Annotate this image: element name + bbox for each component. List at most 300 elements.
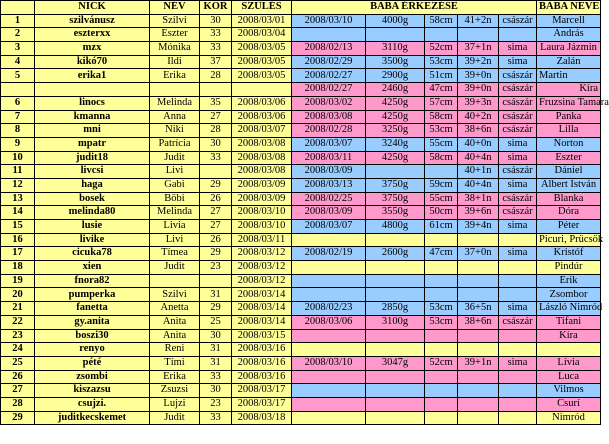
due-date-cell: 2008/03/12 — [232, 274, 292, 288]
table-row — [1, 178, 601, 192]
nick-cell: kiszazsu — [35, 384, 150, 398]
nick-cell: erika1 — [35, 69, 150, 83]
gestation-week-cell — [458, 397, 499, 411]
arrival-date-cell: 2008/02/13 — [292, 42, 366, 56]
table-row — [1, 124, 601, 138]
table-row — [1, 55, 601, 69]
delivery-type-cell: sima — [499, 356, 537, 370]
name-cell: Eszter — [150, 28, 200, 42]
age-cell: 31 — [200, 288, 232, 302]
row-number: 28 — [1, 397, 35, 411]
table-row — [1, 343, 601, 357]
nick-cell: linocs — [35, 96, 150, 110]
baby-name-cell: Tifani — [537, 315, 601, 329]
name-cell: Livia — [150, 220, 200, 234]
arrival-date-cell — [292, 28, 366, 42]
delivery-type-cell: sima — [499, 178, 537, 192]
length-cell: 47cm — [425, 83, 458, 97]
baby-name-cell: Zsombor — [537, 288, 601, 302]
row-number: 24 — [1, 343, 35, 357]
table-row — [1, 83, 601, 97]
weight-cell — [366, 28, 425, 42]
table-row — [1, 110, 601, 124]
delivery-type-cell: sima — [499, 151, 537, 165]
name-cell: Judit — [150, 411, 200, 425]
name-cell: Reni — [150, 343, 200, 357]
name-cell: Erika — [150, 370, 200, 384]
arrival-date-cell — [292, 411, 366, 425]
weight-cell: 3750g — [366, 178, 425, 192]
due-date-cell: 2008/03/05 — [232, 55, 292, 69]
age-cell: 25 — [200, 315, 232, 329]
row-number: 10 — [1, 151, 35, 165]
name-cell: Melinda — [150, 96, 200, 110]
due-date-cell: 2008/03/06 — [232, 110, 292, 124]
gestation-week-cell — [458, 274, 499, 288]
length-cell — [425, 233, 458, 247]
table-row — [1, 137, 601, 151]
length-cell: 53cm — [425, 55, 458, 69]
baby-name-cell: Blanka — [537, 192, 601, 206]
delivery-type-cell — [499, 343, 537, 357]
length-cell: 58cm — [425, 151, 458, 165]
nick-cell: melinda80 — [35, 206, 150, 220]
delivery-type-cell: császár — [499, 206, 537, 220]
row-number: 12 — [1, 178, 35, 192]
name-cell: Ildi — [150, 55, 200, 69]
header-num — [1, 1, 35, 15]
table-row — [1, 356, 601, 370]
nick-cell: gy.anita — [35, 315, 150, 329]
table-row — [1, 302, 601, 316]
weight-cell: 3047g — [366, 356, 425, 370]
nick-cell: szilvánusz — [35, 14, 150, 28]
due-date-cell: 2008/03/08 — [232, 165, 292, 179]
weight-cell: 3110g — [366, 42, 425, 56]
weight-cell: 3100g — [366, 315, 425, 329]
baby-name-cell: Panka — [537, 110, 601, 124]
age-cell: 27 — [200, 110, 232, 124]
due-date-cell — [232, 83, 292, 97]
baby-name-cell — [537, 343, 601, 357]
gestation-week-cell: 40+1n — [458, 165, 499, 179]
row-number: 1 — [1, 14, 35, 28]
header-nick: NICK — [35, 1, 150, 15]
gestation-week-cell: 40+2n — [458, 110, 499, 124]
delivery-type-cell: sima — [499, 302, 537, 316]
baby-name-cell: Fruzsina Tamara — [537, 96, 601, 110]
delivery-type-cell: császár — [499, 124, 537, 138]
name-cell: Lujzi — [150, 397, 200, 411]
due-date-cell: 2008/03/16 — [232, 343, 292, 357]
arrival-date-cell: 2008/02/19 — [292, 247, 366, 261]
gestation-week-cell: 40+0n — [458, 137, 499, 151]
row-number: 18 — [1, 261, 35, 275]
nick-cell: zsombi — [35, 370, 150, 384]
nick-cell: livcsi — [35, 165, 150, 179]
nick-cell: mni — [35, 124, 150, 138]
gestation-week-cell: 41+2n — [458, 14, 499, 28]
row-number: 25 — [1, 356, 35, 370]
age-cell: 29 — [200, 247, 232, 261]
length-cell — [425, 329, 458, 343]
weight-cell — [366, 370, 425, 384]
row-number: 29 — [1, 411, 35, 425]
gestation-week-cell — [458, 288, 499, 302]
due-date-cell: 2008/03/14 — [232, 315, 292, 329]
arrival-date-cell — [292, 288, 366, 302]
arrival-date-cell: 2008/03/13 — [292, 178, 366, 192]
arrival-date-cell: 2008/03/09 — [292, 165, 366, 179]
nick-cell: mpatr — [35, 137, 150, 151]
arrival-date-cell: 2008/02/27 — [292, 69, 366, 83]
baby-name-cell: Zalán — [537, 55, 601, 69]
name-cell: Tími — [150, 356, 200, 370]
arrival-date-cell — [292, 261, 366, 275]
weight-cell: 4000g — [366, 14, 425, 28]
nick-cell: xien — [35, 261, 150, 275]
nick-cell: boszi30 — [35, 329, 150, 343]
baby-name-cell: Marcell — [537, 14, 601, 28]
weight-cell: 3500g — [366, 55, 425, 69]
row-number: 7 — [1, 110, 35, 124]
table-row — [1, 274, 601, 288]
age-cell: 29 — [200, 178, 232, 192]
delivery-type-cell: sima — [499, 55, 537, 69]
row-number: 13 — [1, 192, 35, 206]
baby-name-cell: László Nimród — [537, 302, 601, 316]
due-date-cell: 2008/03/10 — [232, 206, 292, 220]
gestation-week-cell — [458, 411, 499, 425]
length-cell: 53cm — [425, 315, 458, 329]
gestation-week-cell: 39+4n — [458, 220, 499, 234]
baby-name-cell: Péter — [537, 220, 601, 234]
table-row — [1, 165, 601, 179]
name-cell: Böbi — [150, 192, 200, 206]
delivery-type-cell: császár — [499, 315, 537, 329]
name-cell: Anita — [150, 315, 200, 329]
arrival-date-cell: 2008/02/28 — [292, 124, 366, 138]
baby-name-cell: Lilla — [537, 124, 601, 138]
table-row — [1, 411, 601, 425]
name-cell: Patrícia — [150, 137, 200, 151]
name-cell: Anetta — [150, 302, 200, 316]
row-number: 9 — [1, 137, 35, 151]
gestation-week-cell — [458, 370, 499, 384]
gestation-week-cell: 39+1n — [458, 356, 499, 370]
weight-cell — [366, 261, 425, 275]
table-row — [1, 192, 601, 206]
length-cell: 59cm — [425, 178, 458, 192]
age-cell: 31 — [200, 356, 232, 370]
age-cell: 33 — [200, 28, 232, 42]
name-cell: Szilvi — [150, 14, 200, 28]
gestation-week-cell — [458, 384, 499, 398]
gestation-week-cell: 39+2n — [458, 55, 499, 69]
weight-cell — [366, 288, 425, 302]
row-number: 22 — [1, 315, 35, 329]
nick-cell: fnora82 — [35, 274, 150, 288]
nick-cell: kikó70 — [35, 55, 150, 69]
header-nev: NÉV — [150, 1, 200, 15]
gestation-week-cell — [458, 329, 499, 343]
table-row — [1, 69, 601, 83]
due-date-cell: 2008/03/05 — [232, 42, 292, 56]
due-date-cell: 2008/03/14 — [232, 288, 292, 302]
weight-cell: 3250g — [366, 124, 425, 138]
delivery-type-cell — [499, 411, 537, 425]
due-date-cell: 2008/03/16 — [232, 370, 292, 384]
length-cell: 51cm — [425, 69, 458, 83]
weight-cell: 4250g — [366, 96, 425, 110]
gestation-week-cell: 38+6n — [458, 124, 499, 138]
nick-cell: mzx — [35, 42, 150, 56]
length-cell — [425, 274, 458, 288]
name-cell: Melinda — [150, 206, 200, 220]
name-cell: Judit — [150, 261, 200, 275]
nick-cell: kmanna — [35, 110, 150, 124]
weight-cell: 2900g — [366, 69, 425, 83]
weight-cell — [366, 274, 425, 288]
gestation-week-cell: 38+6n — [458, 315, 499, 329]
row-number: 14 — [1, 206, 35, 220]
row-number: 26 — [1, 370, 35, 384]
age-cell: 33 — [200, 370, 232, 384]
row-number: 19 — [1, 274, 35, 288]
length-cell: 61cm — [425, 220, 458, 234]
delivery-type-cell: sima — [499, 42, 537, 56]
name-cell: Anna — [150, 110, 200, 124]
table-row — [1, 397, 601, 411]
due-date-cell: 2008/03/09 — [232, 178, 292, 192]
gestation-week-cell: 40+4n — [458, 151, 499, 165]
arrival-date-cell: 2008/03/02 — [292, 96, 366, 110]
arrival-date-cell — [292, 274, 366, 288]
arrival-date-cell: 2008/02/29 — [292, 55, 366, 69]
baby-name-cell: Dániel — [537, 165, 601, 179]
length-cell — [425, 28, 458, 42]
length-cell — [425, 288, 458, 302]
length-cell: 52cm — [425, 42, 458, 56]
name-cell: Tímea — [150, 247, 200, 261]
name-cell: Anita — [150, 329, 200, 343]
age-cell: 31 — [200, 343, 232, 357]
arrival-date-cell — [292, 397, 366, 411]
arrival-date-cell: 2008/03/08 — [292, 110, 366, 124]
age-cell: 27 — [200, 206, 232, 220]
weight-cell: 2850g — [366, 302, 425, 316]
due-date-cell: 2008/03/15 — [232, 329, 292, 343]
baby-name-cell: Csurí — [537, 397, 601, 411]
gestation-week-cell: 39+0n — [458, 83, 499, 97]
delivery-type-cell: sima — [499, 220, 537, 234]
age-cell: 28 — [200, 124, 232, 138]
length-cell: 53cm — [425, 302, 458, 316]
length-cell: 55cm — [425, 192, 458, 206]
row-number: 3 — [1, 42, 35, 56]
nick-cell: fanetta — [35, 302, 150, 316]
gestation-week-cell: 39+6n — [458, 206, 499, 220]
arrival-date-cell: 2008/03/07 — [292, 137, 366, 151]
name-cell: Mónika — [150, 42, 200, 56]
arrival-date-cell: 2008/02/27 — [292, 83, 366, 97]
weight-cell: 4250g — [366, 151, 425, 165]
arrival-date-cell: 2008/03/06 — [292, 315, 366, 329]
weight-cell — [366, 397, 425, 411]
age-cell: 29 — [200, 302, 232, 316]
nick-cell: renyo — [35, 343, 150, 357]
delivery-type-cell — [499, 288, 537, 302]
gestation-week-cell — [458, 233, 499, 247]
row-number — [1, 83, 35, 97]
row-number: 23 — [1, 329, 35, 343]
gestation-week-cell — [458, 343, 499, 357]
delivery-type-cell — [499, 329, 537, 343]
delivery-type-cell — [499, 233, 537, 247]
age-cell: 30 — [200, 384, 232, 398]
row-number: 20 — [1, 288, 35, 302]
age-cell: 30 — [200, 329, 232, 343]
table-row — [1, 151, 601, 165]
gestation-week-cell: 37+1n — [458, 42, 499, 56]
delivery-type-cell: császár — [499, 83, 537, 97]
baby-name-cell: András — [537, 28, 601, 42]
gestation-week-cell — [458, 261, 499, 275]
row-number: 2 — [1, 28, 35, 42]
weight-cell — [366, 384, 425, 398]
row-number: 27 — [1, 384, 35, 398]
table-row — [1, 42, 601, 56]
due-date-cell: 2008/03/06 — [232, 96, 292, 110]
nick-cell: juditkecskemet — [35, 411, 150, 425]
weight-cell — [366, 343, 425, 357]
weight-cell: 4250g — [366, 110, 425, 124]
nick-cell: cicuka78 — [35, 247, 150, 261]
length-cell — [425, 370, 458, 384]
nick-cell: eszterxx — [35, 28, 150, 42]
delivery-type-cell: császár — [499, 14, 537, 28]
delivery-type-cell — [499, 274, 537, 288]
row-number: 4 — [1, 55, 35, 69]
row-number: 6 — [1, 96, 35, 110]
header-baba-neve: BABA NEVE — [537, 1, 601, 15]
length-cell: 47cm — [425, 247, 458, 261]
header-szules: SZÜLÉS — [232, 1, 292, 15]
nick-cell: pété — [35, 356, 150, 370]
name-cell: Gabi — [150, 178, 200, 192]
age-cell: 30 — [200, 14, 232, 28]
arrival-date-cell — [292, 343, 366, 357]
table-row — [1, 96, 601, 110]
weight-cell — [366, 165, 425, 179]
baby-name-cell: Albert István — [537, 178, 601, 192]
due-date-cell: 2008/03/05 — [232, 69, 292, 83]
weight-cell: 3550g — [366, 206, 425, 220]
delivery-type-cell: sima — [499, 247, 537, 261]
name-cell — [150, 83, 200, 97]
nick-cell: judit18 — [35, 151, 150, 165]
table-row — [1, 315, 601, 329]
due-date-cell: 2008/03/04 — [232, 28, 292, 42]
nick-cell: pumperka — [35, 288, 150, 302]
arrival-date-cell: 2008/03/10 — [292, 14, 366, 28]
weight-cell — [366, 411, 425, 425]
due-date-cell: 2008/03/17 — [232, 397, 292, 411]
baby-name-cell: Kristóf — [537, 247, 601, 261]
row-number: 16 — [1, 233, 35, 247]
arrival-date-cell — [292, 384, 366, 398]
delivery-type-cell: császár — [499, 96, 537, 110]
name-cell: Zsuzsi — [150, 384, 200, 398]
gestation-week-cell: 39+3n — [458, 96, 499, 110]
row-number: 21 — [1, 302, 35, 316]
age-cell: 33 — [200, 151, 232, 165]
name-cell — [150, 274, 200, 288]
baby-name-cell: Kíra — [537, 329, 601, 343]
delivery-type-cell — [499, 370, 537, 384]
table-row — [1, 14, 601, 28]
due-date-cell: 2008/03/16 — [232, 356, 292, 370]
baby-name-cell: Kíra — [537, 83, 601, 97]
age-cell: 26 — [200, 192, 232, 206]
length-cell: 50cm — [425, 206, 458, 220]
length-cell — [425, 384, 458, 398]
due-date-cell: 2008/03/18 — [232, 411, 292, 425]
row-number: 17 — [1, 247, 35, 261]
weight-cell: 2600g — [366, 247, 425, 261]
baby-name-cell: Dóra — [537, 206, 601, 220]
header-baba-erkezese: BABA ÉRKEZÉSE — [292, 1, 537, 15]
age-cell — [200, 274, 232, 288]
baby-name-cell: Nimród — [537, 411, 601, 425]
row-number: 8 — [1, 124, 35, 138]
age-cell: 26 — [200, 233, 232, 247]
weight-cell: 3750g — [366, 192, 425, 206]
baby-name-cell: Lívia — [537, 356, 601, 370]
baby-name-cell: Luca — [537, 370, 601, 384]
arrival-date-cell: 2008/03/11 — [292, 151, 366, 165]
age-cell: 27 — [200, 220, 232, 234]
arrival-date-cell: 2008/03/10 — [292, 356, 366, 370]
arrival-date-cell — [292, 233, 366, 247]
table-row — [1, 233, 601, 247]
age-cell: 35 — [200, 96, 232, 110]
baby-name-cell: Eszter — [537, 151, 601, 165]
arrival-date-cell: 2008/02/25 — [292, 192, 366, 206]
delivery-type-cell — [499, 28, 537, 42]
name-cell: Livi — [150, 233, 200, 247]
age-cell — [200, 83, 232, 97]
arrival-date-cell — [292, 329, 366, 343]
name-cell: Livi — [150, 165, 200, 179]
nick-cell: lusie — [35, 220, 150, 234]
name-cell: Niki — [150, 124, 200, 138]
delivery-type-cell: császár — [499, 165, 537, 179]
arrival-date-cell: 2008/03/07 — [292, 220, 366, 234]
gestation-week-cell: 36+5n — [458, 302, 499, 316]
baby-name-cell: Laura Jázmin — [537, 42, 601, 56]
due-date-cell: 2008/03/07 — [232, 124, 292, 138]
weight-cell: 3240g — [366, 137, 425, 151]
row-number: 11 — [1, 165, 35, 179]
length-cell: 53cm — [425, 124, 458, 138]
age-cell: 30 — [200, 137, 232, 151]
length-cell — [425, 165, 458, 179]
table-row — [1, 370, 601, 384]
table-row — [1, 247, 601, 261]
baby-name-cell: Picuri, Prücsök — [537, 233, 601, 247]
delivery-type-cell — [499, 384, 537, 398]
